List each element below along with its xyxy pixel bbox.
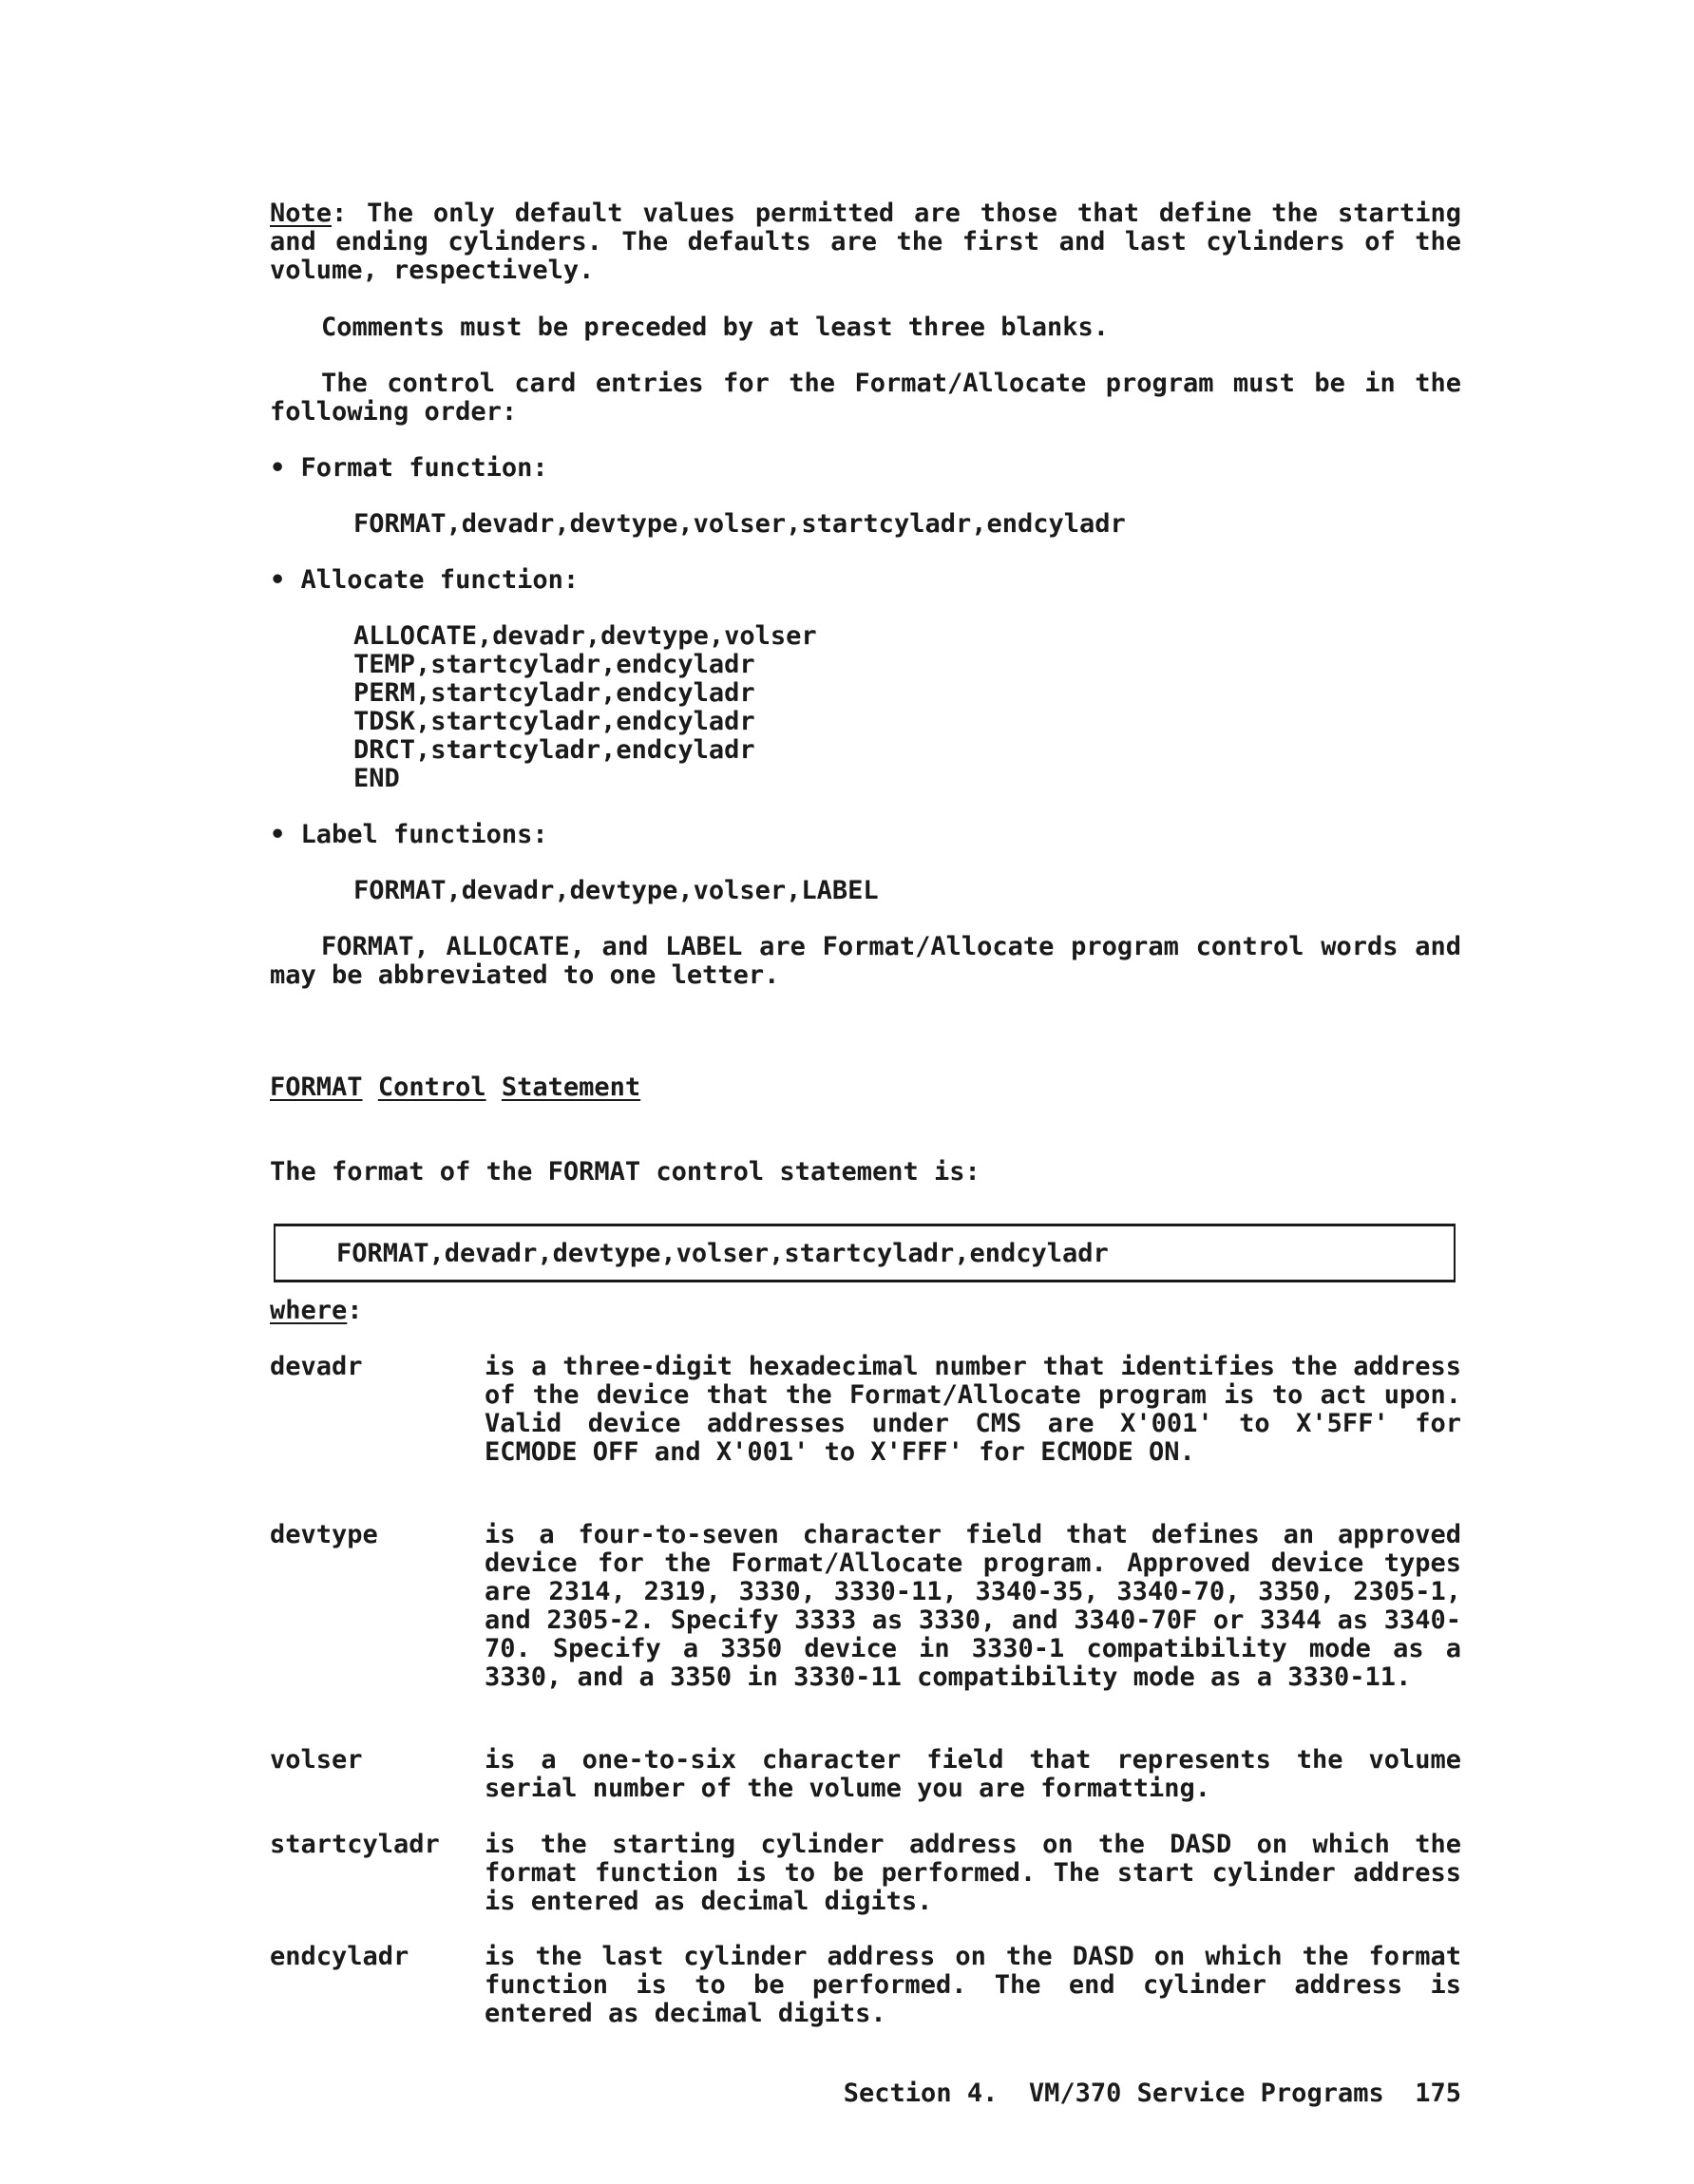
syntax-box	[274, 1224, 1456, 1282]
allocate-function-bullet: • Allocate function:	[270, 565, 580, 595]
section-intro: The format of the FORMAT control statement is:	[270, 1157, 980, 1187]
definition-devtype: is a four-to-seven character field that defines an approved device for the Format/Allocate program. Approved device types are 2314, 2319, 3330, 3330-11, 3340-35, 3340-70, 3350, 2305-1, and 2305-2. Specify 3333 as 3330, and 3340-70F or 3344 as 3340-70. Specify a 3350 device in 3330-1 compatibility mode as a 3330, and a 3350 in 3330-11 compatibility mode as a 3330-11.	[485, 1520, 1461, 1692]
term-devtype: devtype	[270, 1520, 378, 1549]
comments-paragraph: Comments must be preceded by at least three blanks.	[321, 313, 1110, 342]
heading-word: FORMAT	[270, 1073, 363, 1102]
where-word: where	[270, 1296, 348, 1325]
where-colon: :	[347, 1296, 363, 1325]
where-label	[270, 1297, 363, 1325]
order-paragraph: The control card entries for the Format/Allocate program must be in the following order:	[270, 369, 1461, 427]
allocate-code-line: ALLOCATE,devadr,devtype,volser	[353, 621, 817, 651]
label-functions-bullet: • Label functions:	[270, 820, 548, 849]
definition-volser: is a one-to-six character field that represents the volume serial number of the volume you are formatting.	[485, 1745, 1461, 1803]
definition-startcyladr: is the starting cylinder address on the DASD on which the format function is to be performed. The start cylinder address is entered as decimal digits.	[485, 1830, 1461, 1916]
control-words-paragraph: FORMAT, ALLOCATE, and LABEL are Format/Allocate program control words and may be abbreviated to one letter.	[270, 932, 1461, 990]
term-endcyladr: endcyladr	[270, 1942, 409, 1971]
note-text: : The only default values permitted are those that define the starting and ending cylinders. The defaults are the first and last cylinders of the volume, respectively.	[270, 199, 1461, 285]
format-function-code: FORMAT,devadr,devtype,volser,startcyladr,endcyladr	[353, 509, 1126, 539]
note-label: Note	[270, 199, 333, 228]
section-heading	[270, 1073, 640, 1102]
term-startcyladr: startcyladr	[270, 1830, 440, 1859]
format-function-bullet: • Format function:	[270, 453, 548, 483]
allocate-code-line: TDSK,startcyladr,endcyladr	[353, 707, 755, 736]
allocate-code-line: END	[353, 764, 400, 793]
heading-word: Control	[377, 1073, 486, 1102]
label-function-code: FORMAT,devadr,devtype,volser,LABEL	[353, 876, 879, 905]
page-footer: Section 4. VM/370 Service Programs 175	[843, 2079, 1461, 2108]
syntax-box-text: FORMAT,devadr,devtype,volser,startcyladr,endcyladr	[336, 1239, 1109, 1268]
allocate-code-line: DRCT,startcyladr,endcyladr	[353, 735, 755, 765]
note-paragraph	[270, 199, 1461, 285]
heading-word: Statement	[501, 1073, 641, 1102]
allocate-code-line: TEMP,startcyladr,endcyladr	[353, 650, 755, 679]
definition-endcyladr: is the last cylinder address on the DASD on which the format function is to be performed. The end cylinder address is entered as decimal digits.	[485, 1942, 1461, 2028]
term-volser: volser	[270, 1745, 363, 1775]
allocate-code-line: PERM,startcyladr,endcyladr	[353, 678, 755, 708]
definition-devadr: is a three-digit hexadecimal number that identifies the address of the device that the Format/Allocate program is to act upon. Valid device addresses under CMS are X'001' to X'5FF' for ECMODE OFF and X'001' to X'FFF' for ECMODE ON.	[485, 1352, 1461, 1467]
term-devadr: devadr	[270, 1352, 363, 1381]
